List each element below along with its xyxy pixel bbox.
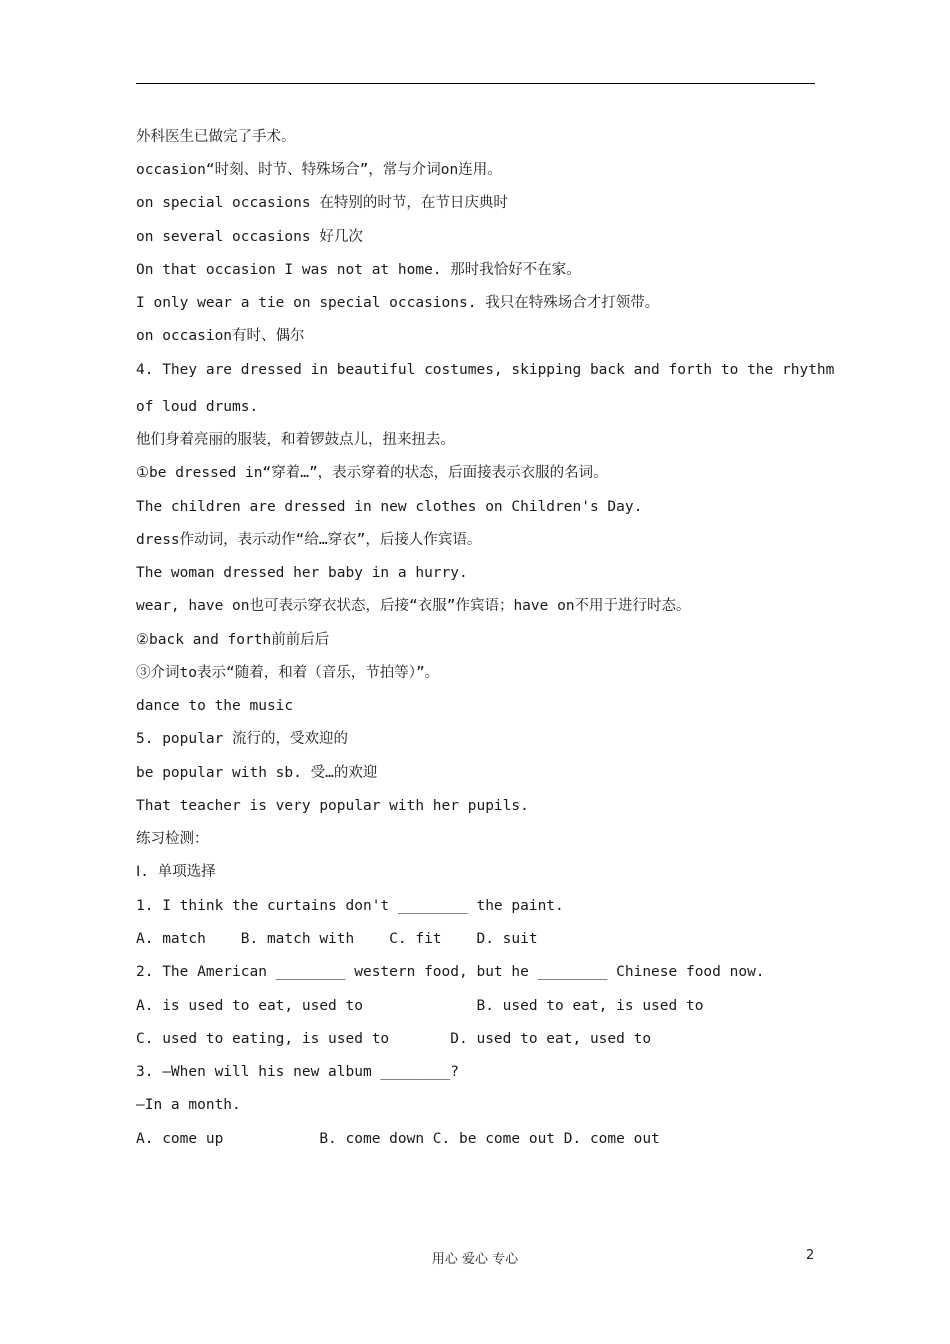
answer-options: C. used to eating, is used to D. used to eat, used to: [136, 1031, 652, 1047]
section-heading: Ⅰ. 单项选择: [136, 864, 216, 880]
text-line: On that occasion I was not at home. 那时我恰好不在家。: [136, 262, 581, 278]
text-line: I only wear a tie on special occasions. 我只在特殊场合才打领带。: [136, 295, 660, 311]
text-line: be popular with sb. 受…的欢迎: [136, 765, 378, 781]
text-line: dance to the music: [136, 698, 294, 714]
answer-options: A. is used to eat, used to B. used to eat, is used to: [136, 998, 704, 1014]
text-line: wear, have on也可表示穿衣状态，后接“衣服”作宾语；have on不用于进行时态。: [136, 598, 691, 614]
text-line: That teacher is very popular with her pupils.: [136, 798, 529, 814]
page-number: 2: [806, 1248, 815, 1263]
text-line: 他们身着亮丽的服装，和着锣鼓点儿，扭来扭去。: [136, 432, 455, 448]
text-line: on occasion有时、偶尔: [136, 328, 305, 344]
footer-motto: 用心 爱心 专心: [431, 1252, 519, 1267]
text-line: on special occasions 在特别的时节，在节日庆典时: [136, 195, 508, 211]
section-heading: 练习检测：: [136, 831, 209, 847]
text-line: 4. They are dressed in beautiful costumes, skipping back and forth to the rhythm: [136, 362, 835, 378]
text-line: ②back and forth前前后后: [136, 632, 330, 648]
question-line: 3. —When will his new album ________?: [136, 1064, 460, 1080]
text-line: on several occasions 好几次: [136, 229, 363, 245]
text-line: ③介词to表示“随着，和着（音乐，节拍等）”。: [136, 665, 440, 681]
text-line: 外科医生已做完了手术。: [136, 129, 296, 145]
text-line: 5. popular 流行的，受欢迎的: [136, 731, 349, 747]
text-line: —In a month.: [136, 1097, 241, 1113]
answer-options: A. match B. match with C. fit D. suit: [136, 931, 538, 947]
text-line: The children are dressed in new clothes on Children's Day.: [136, 499, 643, 515]
question-line: 1. I think the curtains don't ________ the paint.: [136, 898, 564, 914]
text-line: of loud drums.: [136, 399, 259, 415]
question-line: 2. The American ________ western food, but he ________ Chinese food now.: [136, 964, 765, 980]
text-line: dress作动词，表示动作“给…穿衣”，后接人作宾语。: [136, 532, 482, 548]
header-rule: [136, 83, 815, 84]
text-line: ①be dressed in“穿着…”，表示穿着的状态，后面接表示衣服的名词。: [136, 465, 608, 481]
text-line: The woman dressed her baby in a hurry.: [136, 565, 468, 581]
text-line: occasion“时刻、时节、特殊场合”，常与介词on连用。: [136, 162, 502, 178]
answer-options: A. come up B. come down C. be come out D. come out: [136, 1131, 660, 1147]
